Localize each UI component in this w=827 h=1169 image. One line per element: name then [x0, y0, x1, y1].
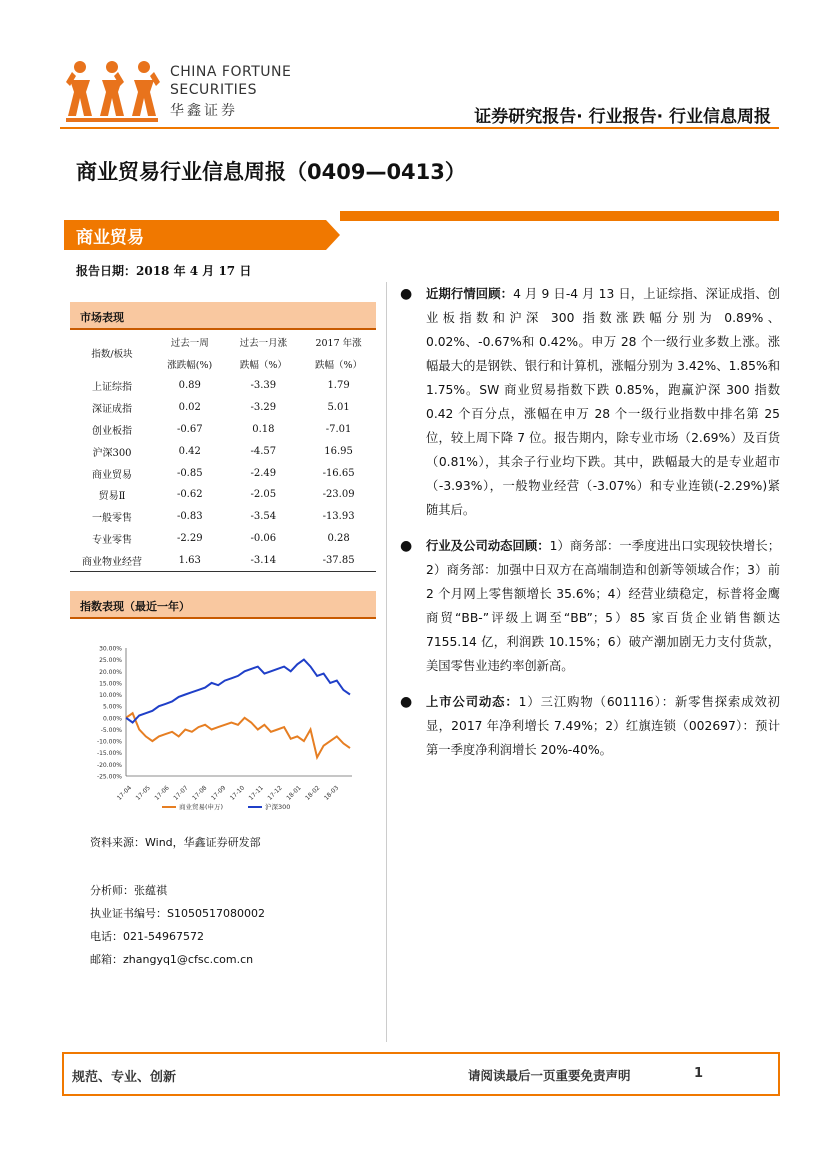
table-cell-value: -0.83	[176, 511, 203, 523]
report-date: 报告日期：2018 年 4 月 17 日	[76, 264, 252, 278]
table-cell-value: 0.89	[178, 380, 201, 392]
x-tick-label: 17-07	[172, 784, 190, 802]
report-category: 证券研究报告· 行业报告· 行业信息周报	[474, 107, 771, 127]
company-name-en-1: CHINA FORTUNE	[170, 64, 292, 80]
table-cell-value: 16.95	[324, 445, 353, 457]
industry-label: 商业贸易	[76, 228, 144, 248]
analyst-phone: 电话：021-54967572	[90, 930, 204, 943]
table-row	[70, 375, 376, 397]
table-header-month: 过去一月涨	[239, 338, 288, 349]
market-table-header	[70, 302, 376, 330]
company-logo	[62, 58, 302, 126]
table-cell-name: 商业贸易	[92, 469, 132, 481]
table-cell-name: 商业物业经营	[70, 549, 154, 571]
table-cell-value: -16.65	[322, 467, 355, 479]
table-cell-value: -3.29	[250, 402, 277, 414]
x-tick-label: 18-02	[304, 784, 322, 802]
table-header-month-unit: 跌幅（%）	[239, 360, 287, 371]
table-row	[70, 528, 376, 550]
table-row	[70, 506, 376, 528]
index-chart	[80, 632, 370, 822]
table-cell-value: -3.14	[226, 549, 302, 571]
y-tick-label: -20.00%	[96, 761, 122, 769]
y-tick-label: 20.00%	[99, 668, 122, 676]
legend-label: 沪深300	[265, 803, 291, 811]
table-cell-name: 沪深300	[92, 447, 132, 459]
footer-slogan: 规范、专业、创新	[72, 1070, 177, 1085]
index-chart-svg	[80, 632, 370, 822]
y-tick-label: 0.00%	[102, 715, 122, 723]
table-cell-value: 0.02	[178, 402, 201, 414]
bullet-label: 上市公司动态：	[426, 695, 519, 709]
table-cell-value: 0.28	[327, 532, 350, 544]
table-header-year-unit: 跌幅（%）	[315, 360, 363, 371]
table-cell-value: -4.57	[250, 445, 277, 457]
table-cell-value: -0.85	[176, 467, 203, 479]
table-cell-value: -13.93	[322, 511, 355, 523]
page-footer	[62, 1052, 780, 1096]
y-tick-label: 5.00%	[102, 703, 122, 711]
table-cell-value: 5.01	[327, 402, 350, 414]
table-cell-name: 深证成指	[92, 404, 132, 416]
y-tick-label: -10.00%	[96, 738, 122, 746]
bullet-text: 1）三江购物（601116）：新零售探索成效初显，2017 年净利增长 7.49%；2）红旗连锁（002697）：预计第一季度净利润增长 20%-40%。	[426, 695, 780, 757]
x-tick-label: 18-03	[322, 784, 341, 802]
y-tick-label: -5.00%	[100, 726, 122, 734]
analyst-name: 分析师：张蕴祺	[90, 884, 167, 897]
table-cell-value: 1.79	[327, 380, 350, 392]
table-cell-value: -7.01	[325, 423, 352, 435]
x-tick-label: 17-11	[247, 784, 265, 802]
logo-figures-icon	[66, 58, 162, 126]
table-cell-value: 0.42	[178, 445, 201, 457]
analyst-email: 邮箱：zhangyq1@cfsc.com.cn	[90, 953, 254, 966]
x-tick-label: 17-05	[134, 784, 152, 802]
table-header-week-unit: 涨跌幅(%)	[167, 360, 213, 371]
x-tick-label: 17-12	[266, 784, 284, 802]
bullet-label: 行业及公司动态回顾：	[426, 539, 550, 553]
table-cell-value: -2.29	[176, 532, 203, 544]
market-table	[70, 331, 376, 572]
y-tick-label: -25.00%	[96, 773, 122, 781]
table-cell-name: 贸易Ⅱ	[98, 491, 126, 503]
x-tick-label: 18-01	[285, 784, 303, 802]
table-header-year: 2017 年涨	[315, 338, 362, 349]
table-cell-value: -0.67	[176, 423, 203, 435]
table-cell-value: -3.39	[250, 380, 277, 392]
company-name-en-2: SECURITIES	[170, 82, 258, 98]
analyst-cert: 执业证书编号：S1050517080002	[90, 907, 265, 920]
section-band-strip	[340, 211, 779, 221]
table-cell-value: -37.85	[301, 549, 376, 571]
company-name-cn: 华鑫证券	[170, 103, 238, 119]
column-divider	[386, 282, 387, 1042]
table-cell-value: -3.54	[250, 511, 277, 523]
table-header-week: 过去一周	[170, 338, 209, 349]
bullet-text: 4 月 9 日-4 月 13 日，上证综指、深证成指、创业板指数和沪深 300 指数涨跌幅分别为 0.89%、0.02%、-0.67%和 0.42%。申万 28 个一级行业多数上涨。涨幅最大的是钢铁、银行和计算机，涨幅分别为 3.42%、1.85%和 1.75%。SW 商业贸易指数下跌 0.85%，跑赢沪深 300 指数 0.42 个百分点，涨幅在申万 28 个一级行业指数中排名第 25 位，较上周下降 7 位。报告期内，除专业市场（2.69%）及百货（0.81%），其余子行业均下跌。其中，跌幅最大的是专业超市（-3.93%），一般物业经营（-3.07%）和专业连锁(-2.29%)紧随其后。	[426, 287, 780, 517]
table-header-index: 指数/板块	[91, 349, 133, 360]
y-tick-label: 30.00%	[99, 645, 122, 653]
table-cell-value: 0.18	[252, 423, 275, 435]
chart-box-header	[70, 591, 376, 619]
bullet-label: 近期行情回顾：	[426, 287, 514, 301]
y-tick-label: -15.00%	[96, 750, 122, 758]
x-tick-label: 17-09	[209, 784, 228, 802]
bullet-industry-news	[400, 534, 780, 678]
page-title: 商业贸易行业信息周报（0409—0413）	[76, 160, 466, 184]
bullet-dot-icon: ●	[400, 694, 413, 710]
bullet-dot-icon: ●	[400, 538, 413, 554]
x-tick-label: 17-08	[191, 784, 209, 802]
x-tick-label: 17-06	[153, 784, 171, 802]
table-row	[70, 419, 376, 441]
series-line	[126, 660, 350, 723]
data-source: 资料来源：Wind，华鑫证券研发部	[90, 836, 261, 849]
table-cell-value: -2.49	[250, 467, 277, 479]
table-row	[70, 440, 376, 462]
table-cell-value: -23.09	[322, 489, 355, 501]
legend-label: 商业贸易(申万)	[179, 803, 224, 811]
x-tick-label: 17-04	[115, 784, 134, 802]
table-cell-name: 上证综指	[92, 382, 132, 394]
header-rule	[60, 127, 779, 129]
table-cell-name: 专业零售	[92, 534, 132, 546]
table-cell-name: 创业板指	[92, 425, 132, 437]
bullet-dot-icon: ●	[400, 286, 413, 302]
market-table-title: 市场表现	[80, 311, 124, 324]
table-cell-value: 1.63	[154, 549, 226, 571]
table-row	[70, 484, 376, 506]
chart-box-title: 指数表现（最近一年）	[80, 600, 190, 613]
page-number: 1	[694, 1066, 704, 1081]
x-tick-label: 17-10	[228, 784, 247, 802]
table-cell-name: 一般零售	[92, 513, 132, 525]
table-cell-value: -2.05	[250, 489, 277, 501]
table-row	[70, 462, 376, 484]
footer-disclaimer[interactable]: 请阅读最后一页重要免责声明	[468, 1068, 631, 1083]
bullet-company-news	[400, 690, 780, 762]
y-tick-label: 15.00%	[99, 680, 122, 688]
bullet-text: 1）商务部：一季度进出口实现较快增长；2）商务部：加强中日双方在高端制造和创新等领域合作；3）前 2 个月网上零售额增长 35.6%；4）经营业绩稳定，标普将金鹰商贸“BB-”评级上调至“BB”；5）85 家百货企业销售额达 7155.14 亿，利润跌 10.15%；6）破产潮加剧无力支付货款，美国零售业违约率创新高。	[426, 539, 780, 673]
table-row	[70, 397, 376, 419]
y-tick-label: 25.00%	[99, 657, 122, 665]
table-cell-value: -0.62	[176, 489, 203, 501]
summary-bullets	[400, 282, 780, 774]
bullet-market-review	[400, 282, 780, 522]
table-row	[70, 549, 376, 571]
table-cell-value: -0.06	[250, 532, 277, 544]
y-tick-label: 10.00%	[99, 692, 122, 700]
series-line	[126, 713, 350, 757]
